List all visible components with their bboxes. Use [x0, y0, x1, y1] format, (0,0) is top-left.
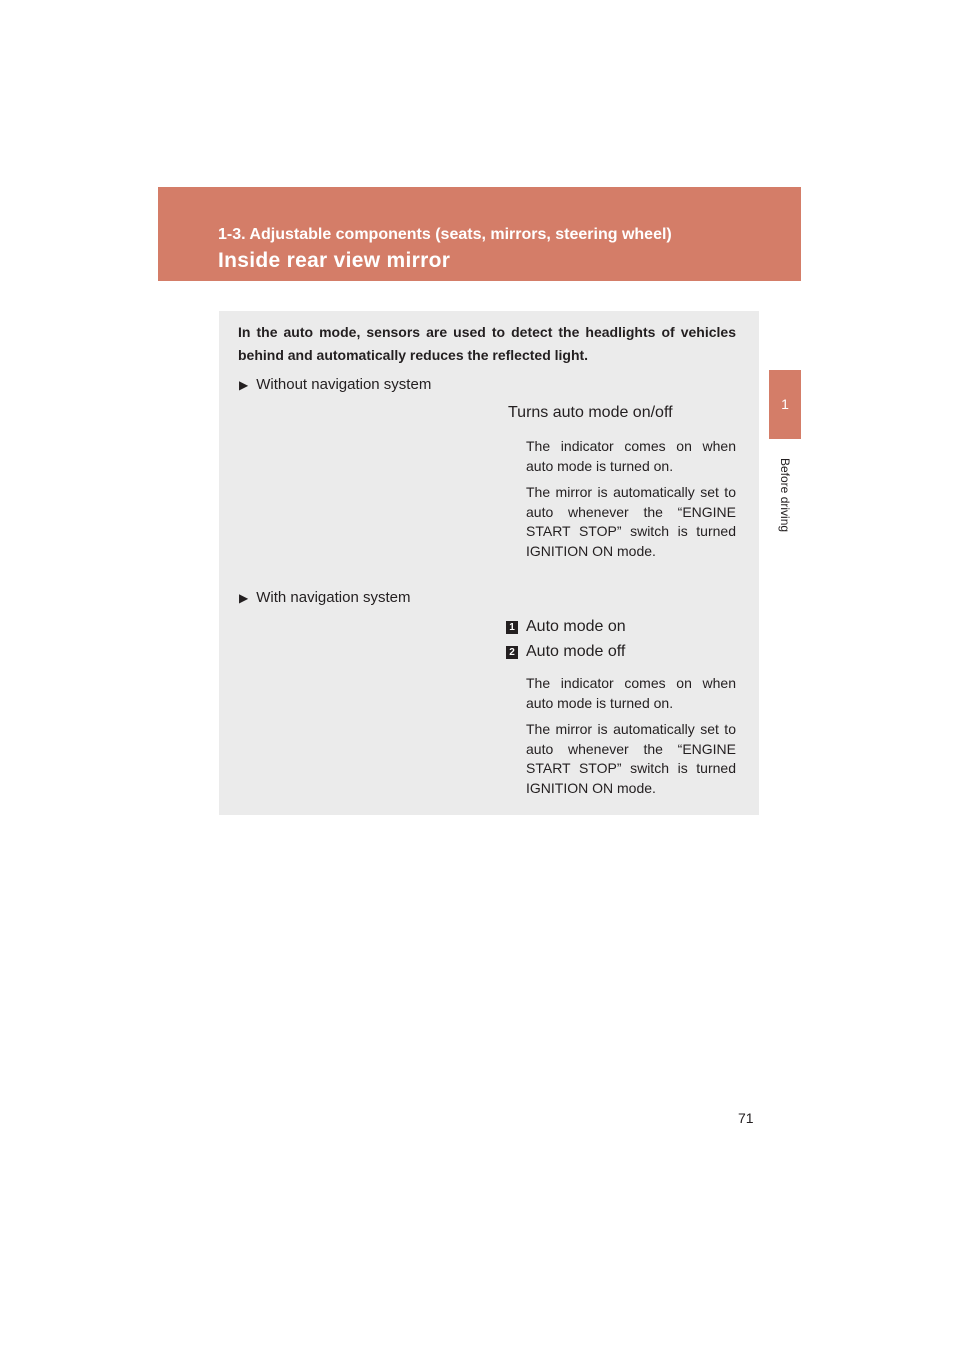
- with-nav-item-1-label: Auto mode on: [526, 618, 626, 635]
- with-nav-note-auto: The mirror is automatically set to auto whenever the “ENGINE START STOP” switch is turned IGNITION ON mode.: [526, 721, 736, 796]
- bullet-arrow-icon: ▶: [239, 590, 249, 605]
- intro-text: In the auto mode, sensors are used to detect the headlights of vehicles behind and automatically reduces the reflected light.: [238, 324, 736, 363]
- number-1-icon: 1: [506, 621, 518, 634]
- with-nav-item-2: [506, 643, 625, 661]
- with-nav-note-indicator: The indicator comes on when auto mode is turned on.: [526, 675, 736, 711]
- with-nav-item-2-label: Auto mode off: [526, 643, 626, 660]
- without-nav-heading-label: Without navigation system: [256, 376, 432, 393]
- chapter-tab[interactable]: 1: [769, 370, 801, 439]
- chapter-label: Before driving: [778, 458, 792, 533]
- with-nav-item-1: [506, 618, 626, 636]
- page-number: 71: [738, 1110, 754, 1126]
- without-nav-note-auto: The mirror is automatically set to auto whenever the “ENGINE START STOP” switch is turned IGNITION ON mode.: [526, 484, 736, 559]
- page-title: Inside rear view mirror: [218, 249, 451, 272]
- number-2-icon: 2: [506, 646, 518, 659]
- with-nav-heading: [239, 589, 410, 606]
- without-nav-item-label: Turns auto mode on/off: [508, 404, 673, 421]
- without-nav-item: [508, 404, 673, 422]
- with-nav-heading-label: With navigation system: [256, 589, 411, 606]
- without-nav-heading: [239, 376, 431, 393]
- without-nav-note-indicator: The indicator comes on when auto mode is turned on.: [526, 438, 736, 474]
- section-title: 1-3. Adjustable components (seats, mirrors, steering wheel): [218, 226, 672, 243]
- bullet-arrow-icon: ▶: [239, 377, 249, 392]
